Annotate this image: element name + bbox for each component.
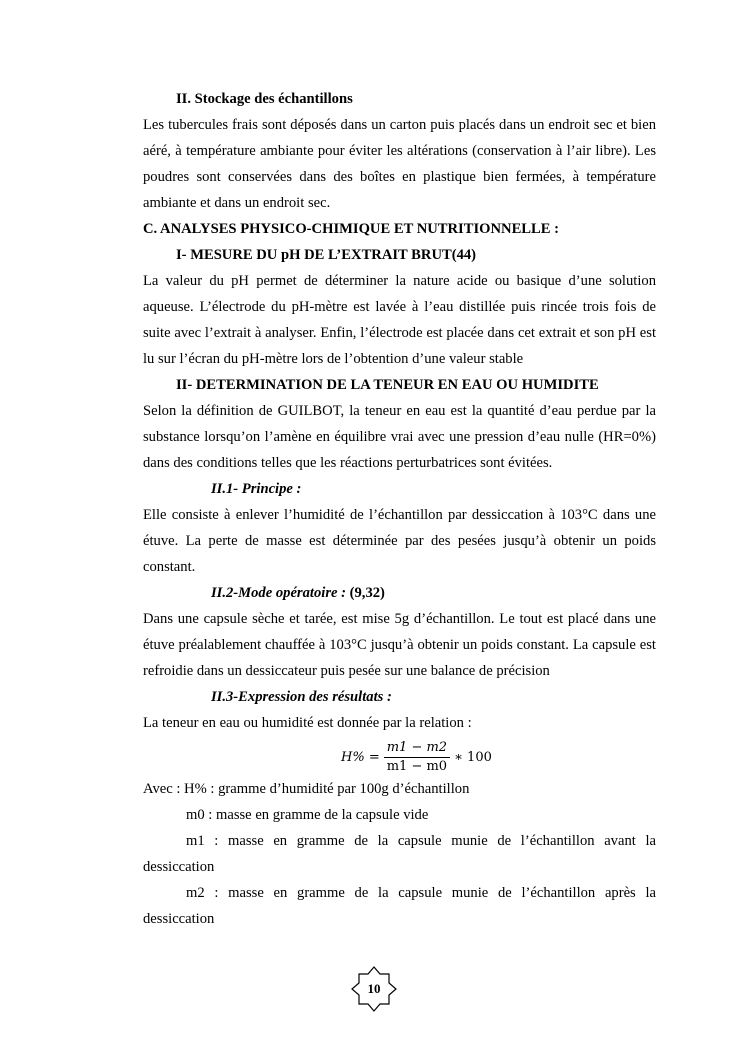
paragraph-stockage: Les tubercules frais sont déposés dans un carton puis placés dans un endroit sec et bien aéré, à température ambiante pour éviter les altérations (conservation à l’air libre). Les poudres sont conservées dans des boîtes en plastique bien fermées, à température ambiante et dans un endroit sec.: [143, 117, 656, 211]
formula-row: [143, 738, 656, 776]
definition-m2: [143, 880, 656, 906]
paragraph-expression: La teneur en eau ou humidité est donnée par la relation :: [143, 715, 472, 731]
paragraph-ph: La valeur du pH permet de déterminer la nature acide ou basique d’une solution aqueuse. L’électrode du pH-mètre est lavée à l’eau distillée puis rincée trois fois de suite avec l’extrait à analyser. Enfin, l’électrode est placée dans cet extrait et son pH est lu sur l’écran du pH-mètre lors de l’obtention d’une valeur stable: [143, 273, 656, 367]
mode-operatoire-ref: (9,32): [345, 585, 385, 601]
definition-m1-text: m1 : masse en gramme de la capsule munie de l’échantillon avant la: [186, 833, 656, 849]
section-title-stockage: II. Stockage des échantillons: [176, 91, 353, 107]
subsection-title-mode-operatoire: [143, 580, 656, 606]
formula-lhs: H% =: [341, 749, 380, 765]
section-title-humidite: II- DETERMINATION DE LA TENEUR EN EAU OU HUMIDITE: [176, 377, 599, 393]
page-number: 10: [367, 981, 381, 996]
section-title-analyses: C. ANALYSES PHYSICO-CHIMIQUE ET NUTRITIONNELLE :: [143, 221, 560, 237]
formula-fraction: [384, 740, 450, 775]
formula-numerator: m1 − m2: [384, 740, 450, 758]
paragraph-humidite: Selon la définition de GUILBOT, la teneur en eau est la quantité d’eau perdue par la substance lorsqu’on l’amène en équilibre vrai avec une pression d’eau nulle (HR=0%) dans des conditions telles que les réactions perturbatrices sont évitées.: [143, 403, 656, 471]
definition-m1: [143, 828, 656, 854]
document-body: [143, 86, 656, 932]
humidity-formula: [341, 740, 492, 775]
paragraph-mode-operatoire: Dans une capsule sèche et tarée, est mise 5g d’échantillon. Le tout est placé dans une étuve préalablement chauffée à 103°C jusqu’à obtenir un poids constant. La capsule est refroidie dans un dessiccateur puis pesée sur une balance de précision: [143, 611, 656, 679]
mode-operatoire-label: II.2-Mode opératoire :: [211, 585, 346, 601]
section-title-ph: I- MESURE DU pH DE L’EXTRAIT BRUT(44): [176, 247, 477, 263]
page-number-badge: [351, 966, 397, 1012]
subsection-title-expression: II.3-Expression des résultats :: [211, 689, 392, 705]
definition-m0: m0 : masse en gramme de la capsule vide: [186, 807, 429, 823]
definition-avec: Avec : H% : gramme d’humidité par 100g d’échantillon: [143, 781, 470, 797]
definition-m2-continued: dessiccation: [143, 911, 215, 927]
definition-m2-text: m2 : masse en gramme de la capsule munie de l’échantillon après la: [186, 885, 656, 901]
formula-rhs: ∗ 100: [454, 749, 492, 765]
subsection-title-principe: II.1- Principe :: [211, 481, 302, 497]
formula-denominator: m1 − m0: [386, 759, 448, 774]
paragraph-principe: Elle consiste à enlever l’humidité de l’échantillon par dessiccation à 103°C dans une étuve. La perte de masse est déterminée par des pesées jusqu’à obtenir un poids constant.: [143, 507, 656, 575]
definition-m1-continued: dessiccation: [143, 859, 215, 875]
